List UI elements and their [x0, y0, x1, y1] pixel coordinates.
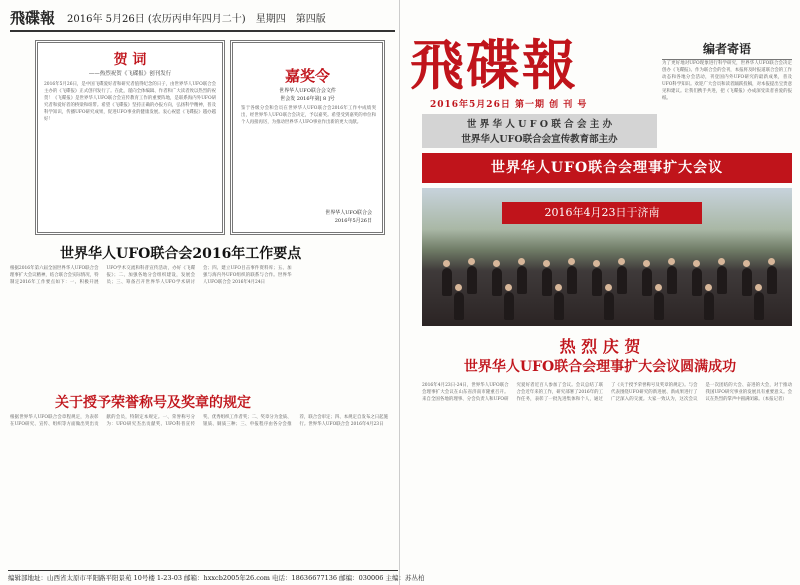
page-header [10, 4, 395, 32]
photo-head [505, 284, 512, 291]
honor-article-body: 根据世界华人UFO联合会章程规定，为表彰在UFO研究、宣传、组织等方面做出突出贡献的会员，特制定本规定。一、荣誉称号分为：UFO研究杰出贡献奖、UFO科普宣传奖、优秀组织工作者奖；二、奖章分为金质、银质、铜质三种；三、申报程序由各分会推荐，联合会审定；四、本规定自发布之日起施行。世界华人UFO联合会 2016年4月23日 [10, 415, 388, 427]
photo-head [655, 284, 662, 291]
photo-person [717, 266, 727, 294]
photo-head [618, 258, 625, 265]
sponsor-line-1: 世 界 华 人 U F O 联 合 会 主 办 [466, 119, 613, 130]
photo-head [443, 260, 450, 267]
photo-head [668, 258, 675, 265]
right-page [400, 0, 800, 585]
masthead-date: 2016年5月26日 第一期 创 刊 号 [430, 100, 588, 110]
celebration-title-1: 热 烈 庆 贺 [559, 337, 641, 356]
sponsor-bar [422, 114, 657, 148]
award-box [230, 40, 385, 235]
photo-head [493, 260, 500, 267]
sponsor-line-2: 世界华人UFO联合会宣传教育部主办 [461, 134, 618, 145]
work-article-title: 世界华人UFO联合会2016年工作要点 [60, 246, 302, 262]
award-body: 鉴于各级分会和会员在世界华人UFO联合会2016年工作中成绩突出，经世界华人UFO联合会决定，予以嘉奖。希望受到嘉奖的单位和个人再接再厉，为推动世界华人UFO事业作出新的更大贡献。 [241, 106, 376, 125]
photo-person [754, 292, 764, 320]
photo-person [654, 292, 664, 320]
celebration-title-2: 世界华人UFO联合会理事扩大会议圆满成功 [463, 359, 737, 375]
celebration-body: 2016年4月23日-24日，世界华人UFO联合会理事扩大会议在山东省济南市隆重召开。来自全国各地的理事、分会负责人和UFO研究爱好者近百人参加了会议。会议总结了联合会近年来的工作，研究部署了2016年的工作任务，表彰了一批先进集体和个人，通过了《关于授予荣誉称号及奖章的规定》。与会代表围绕UFO研究的新进展、新成果进行了广泛深入的交流。大家一致认为，这次会议是一次团结的大会、奋进的大会，对于推动我国UFO研究事业的发展具有重要意义。会议在热烈的掌声中圆满闭幕。（本报记者） [422, 383, 792, 402]
award-docno: 世会发 2016年第[ 8 ]号 [280, 96, 335, 102]
header-weekday: 星期四 [255, 13, 286, 25]
photo-head [543, 260, 550, 267]
masthead [410, 35, 655, 110]
photo-head [555, 284, 562, 291]
header-date: 2016年 5月26日 (农历丙申年四月二十) [67, 13, 246, 25]
congrats-box [35, 40, 225, 235]
photo-head [468, 258, 475, 265]
photo-head [643, 260, 650, 267]
footer-info: 编辑部地址：山西省太原市平阳路平阳景苑 10号楼 1-23-03 邮箱：hxxcb2005年26.com 电话：18636677136 邮编：030006 主编：苏丛柏 [8, 570, 398, 582]
photo-head [593, 260, 600, 267]
photo-person [442, 268, 452, 296]
editor-note [662, 40, 792, 150]
photo-head [755, 284, 762, 291]
photo-person [542, 268, 552, 296]
photo-person [692, 268, 702, 296]
photo-sign: 2016年4月23日于济南 [502, 202, 702, 224]
congrats-body: 2016年5月26日，是中国飞碟爱好者和研究者值得纪念的日子，由世界华人UFO联合会主办的《飞碟报》正式创刊发行了。在此，谨向全体编辑、作者和广大读者致以热烈的祝贺！《飞碟报》是世界华人UFO联合会宣传教育工作的重要阵地，是联系海内外UFO研究者和爱好者的桥梁和纽带。希望《飞碟报》坚持正确的办报方向，弘扬科学精神，普及科学知识，传播UFO研究成果，促进UFO事业的健康发展。衷心祝愿《飞碟报》越办越好！ [44, 82, 216, 122]
congrats-subtitle: ——热烈祝贺《飞碟报》创刊发行 [88, 71, 172, 77]
photo-person [767, 266, 777, 294]
photo-person [454, 292, 464, 320]
photo-person [617, 266, 627, 294]
photo-head [768, 258, 775, 265]
meeting-banner: 世界华人UFO联合会理事扩大会议 [422, 153, 792, 183]
photo-head [693, 260, 700, 267]
photo-person [592, 268, 602, 296]
photo-head [518, 258, 525, 265]
editor-note-body: 为了更好地对UFO现象进行科学研究，世界华人UFO联合会决定创办《飞碟报》。作为联合会的会刊，本报将及时报道联合会的工作动态和各地分会活动，刊登国内外UFO研究的最新成果，普及UFO科学知识。欢迎广大会员和读者踊跃投稿，对本报提出宝贵意见和建议。让我们携手共进，把《飞碟报》办成深受读者喜爱的报纸。 [662, 61, 792, 101]
header-logo: 飛碟報 [10, 8, 56, 27]
photo-head [743, 260, 750, 267]
photo-head [705, 284, 712, 291]
photo-person [492, 268, 502, 296]
honor-article-title: 关于授予荣誉称号及奖章的规定 [55, 395, 251, 411]
photo-head [568, 258, 575, 265]
photo-person [467, 266, 477, 294]
photo-head [718, 258, 725, 265]
photo-person [517, 266, 527, 294]
award-date: 2016年5月26日 [334, 218, 372, 224]
masthead-name: 飛碟報 [410, 33, 578, 97]
group-photo [422, 188, 792, 326]
award-org: 世界华人UFO联合会文件 [279, 88, 336, 94]
photo-person [567, 266, 577, 294]
header-page: 第四版 [295, 13, 326, 25]
photo-person [742, 268, 752, 296]
photo-person [704, 292, 714, 320]
award-title: 嘉奖令 [284, 67, 330, 85]
photo-person [604, 292, 614, 320]
award-signer: 世界华人UFO联合会 [325, 210, 372, 216]
photo-person [554, 292, 564, 320]
photo-head [455, 284, 462, 291]
congrats-title: 贺 词 [113, 52, 147, 68]
work-article-body: 根据2016年第六届全国世界华人UFO联合会理事扩大会议精神，结合联合会实际情况，特制定2016年工作要点如下：一、积极开展UFO学术交流和科普宣传活动，办好《飞碟报》；二、加强各地分会组织建设，发展会员；三、筹备召开世界华人UFO学术研讨会；四、建立UFO目击事件资料库；五、加强与海内外UFO组织的联系与合作。世界华人UFO联合会 2016年4月24日 [10, 266, 292, 285]
photo-person [667, 266, 677, 294]
photo-person [504, 292, 514, 320]
editor-note-title: 编者寄语 [662, 40, 792, 60]
photo-person [642, 268, 652, 296]
photo-head [605, 284, 612, 291]
